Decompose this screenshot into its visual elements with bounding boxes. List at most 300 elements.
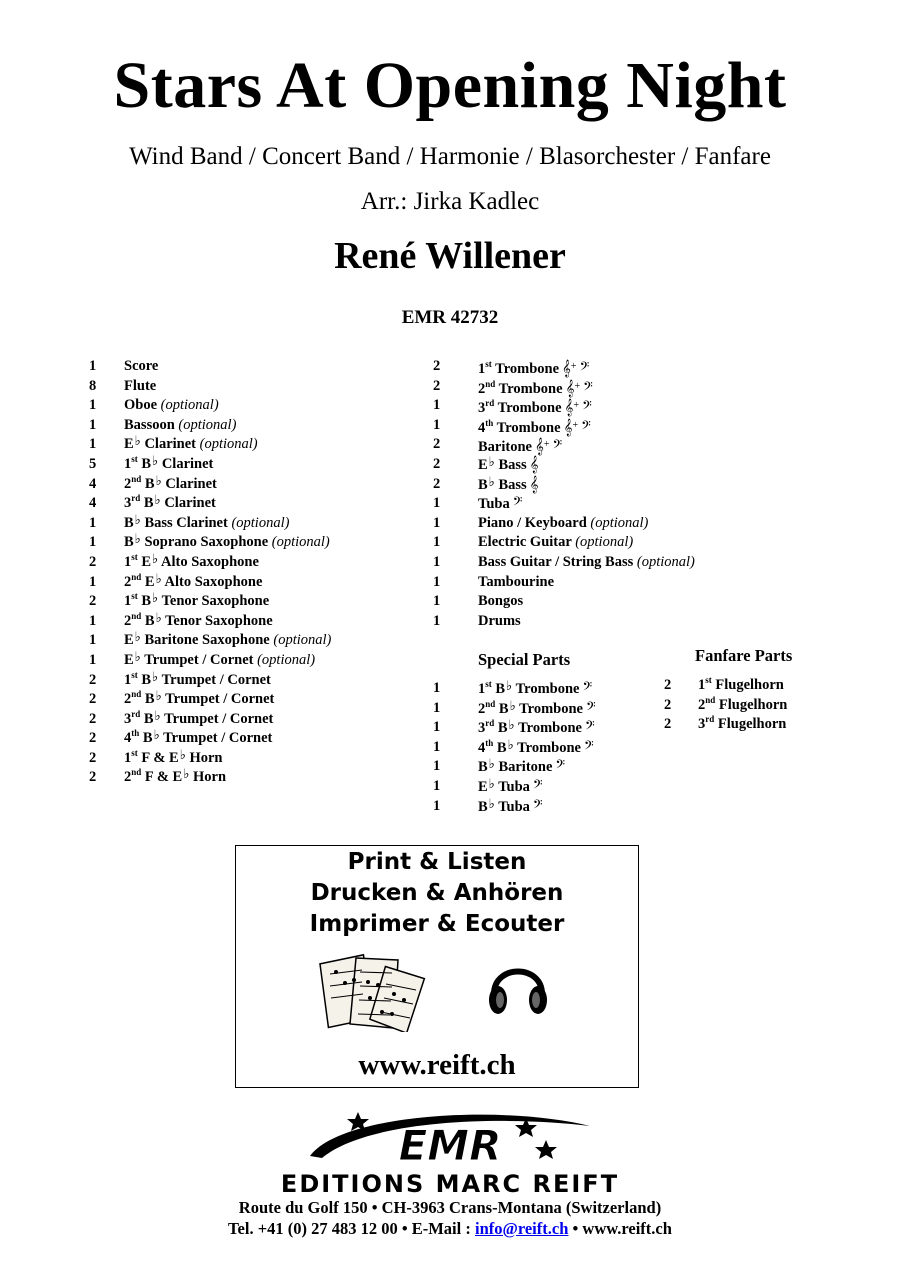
part-row bbox=[89, 452, 419, 475]
part-label: Tenor Saxophone bbox=[161, 593, 270, 610]
part-label: Flute bbox=[124, 377, 157, 394]
flat-icon: ♭ bbox=[183, 766, 190, 782]
part-name bbox=[124, 435, 258, 455]
contact-website: • www.reift.ch bbox=[568, 1219, 672, 1238]
flat-icon: ♭ bbox=[488, 453, 495, 469]
ordinal-suffix: rd bbox=[131, 708, 141, 719]
part-label: Bass Clarinet bbox=[144, 514, 228, 531]
part-quantity: 1 bbox=[433, 397, 441, 414]
part-quantity: 8 bbox=[89, 377, 97, 394]
ordinal-suffix: th bbox=[485, 737, 494, 748]
promo-line-german: Drucken & Anhören bbox=[310, 880, 564, 906]
arranger-credit: Arr.: Jirka Kadlec bbox=[360, 188, 540, 215]
part-quantity: 1 bbox=[433, 416, 441, 433]
part-name: 3rd B♭ Trumpet / Cornet bbox=[124, 707, 274, 727]
part-label: Flugelhorn bbox=[717, 716, 787, 733]
part-name: 2nd Trombone 𝄞+ 𝄢 bbox=[478, 378, 593, 397]
part-quantity: 1 bbox=[433, 699, 441, 716]
contact-email-link[interactable]: info@reift.ch bbox=[474, 1219, 569, 1238]
bass-clef-icon: 𝄢 bbox=[586, 698, 596, 717]
flat-icon: ♭ bbox=[152, 590, 159, 606]
flat-icon: ♭ bbox=[134, 511, 141, 527]
part-row bbox=[89, 668, 419, 691]
part-row bbox=[433, 553, 733, 573]
treble-clef-icon: 𝄞 bbox=[534, 437, 544, 456]
flat-icon: ♭ bbox=[179, 746, 186, 762]
treble-clef-icon: 𝄞 bbox=[564, 398, 574, 417]
part-name: 1st B♭ Trombone 𝄢 bbox=[478, 678, 593, 697]
part-label: Trumpet / Cornet bbox=[165, 691, 275, 708]
part-name bbox=[124, 396, 219, 416]
part-row bbox=[433, 357, 733, 377]
part-row bbox=[89, 570, 419, 593]
ordinal-suffix: th bbox=[131, 728, 140, 739]
part-name: 1st B♭ Clarinet bbox=[124, 452, 214, 472]
ordinal-suffix: nd bbox=[131, 610, 142, 621]
flat-icon: ♭ bbox=[509, 697, 516, 713]
part-row bbox=[89, 533, 419, 553]
part-quantity: 1 bbox=[89, 632, 97, 649]
part-label: Clarinet bbox=[161, 455, 214, 472]
ordinal-suffix: nd bbox=[485, 698, 496, 709]
ordinal-suffix: rd bbox=[705, 714, 715, 725]
part-quantity: 2 bbox=[664, 716, 672, 733]
contact-phone: Tel. +41 (0) 27 483 12 00 • E-Mail : bbox=[228, 1219, 475, 1238]
part-row bbox=[89, 377, 419, 397]
ordinal-suffix: st bbox=[131, 747, 138, 758]
part-row bbox=[664, 715, 864, 735]
optional-note: (optional) bbox=[257, 651, 316, 668]
part-row bbox=[433, 612, 733, 632]
part-label: Trombone bbox=[497, 400, 562, 417]
part-quantity: 2 bbox=[433, 358, 441, 374]
part-row bbox=[89, 768, 419, 788]
part-name bbox=[478, 494, 522, 515]
part-name: 4th B♭ Trumpet / Cornet bbox=[124, 727, 273, 747]
flat-icon: ♭ bbox=[134, 531, 141, 547]
part-label: Baritone Saxophone bbox=[144, 632, 270, 649]
optional-note: (optional) bbox=[160, 397, 219, 414]
bass-clef-icon: 𝄢 bbox=[532, 776, 543, 795]
ordinal-suffix: nd bbox=[485, 378, 496, 389]
part-row bbox=[89, 746, 419, 769]
treble-clef-icon: 𝄞 bbox=[565, 378, 575, 397]
flat-icon: ♭ bbox=[152, 668, 159, 684]
part-quantity: 2 bbox=[433, 475, 441, 492]
part-label: Baritone bbox=[478, 439, 532, 456]
part-name bbox=[124, 631, 331, 651]
part-label: Bass bbox=[498, 476, 527, 493]
bass-clef-icon: 𝄢 bbox=[582, 398, 592, 417]
part-name bbox=[478, 797, 543, 818]
special-parts-list bbox=[433, 679, 633, 816]
part-label: Tuba bbox=[478, 496, 510, 513]
part-row bbox=[433, 573, 733, 593]
part-quantity: 1 bbox=[89, 514, 97, 531]
key-letter: B bbox=[497, 720, 508, 737]
fanfare-parts-list bbox=[664, 676, 864, 735]
ordinal-suffix: nd bbox=[131, 689, 142, 700]
part-row bbox=[433, 592, 733, 612]
part-label: Bassoon bbox=[124, 416, 175, 433]
part-label: Clarinet bbox=[165, 475, 217, 492]
part-row bbox=[89, 631, 419, 651]
part-name: 3rd B♭ Clarinet bbox=[124, 492, 216, 512]
part-row bbox=[89, 550, 419, 573]
key-letter: B bbox=[495, 681, 506, 697]
part-quantity: 2 bbox=[664, 696, 672, 713]
bass-clef-icon: 𝄢 bbox=[512, 494, 523, 513]
bass-clef-icon: 𝄢 bbox=[555, 757, 566, 776]
part-label: F & E bbox=[141, 749, 179, 766]
part-row bbox=[433, 718, 633, 738]
part-label: Bass bbox=[498, 456, 527, 473]
part-quantity: 1 bbox=[433, 738, 441, 755]
flat-icon: ♭ bbox=[153, 727, 160, 743]
part-row bbox=[89, 707, 419, 730]
part-quantity: 2 bbox=[89, 593, 97, 610]
part-label: Trombone bbox=[519, 700, 583, 717]
part-label: F & E bbox=[144, 769, 183, 786]
part-quantity: 1 bbox=[433, 680, 441, 696]
part-quantity: 1 bbox=[433, 553, 441, 570]
part-quantity: 2 bbox=[89, 691, 97, 708]
parts-list-left bbox=[89, 357, 419, 788]
part-row bbox=[433, 435, 733, 455]
key-letter: E bbox=[144, 573, 155, 590]
catalog-number: EMR 42732 bbox=[401, 307, 499, 328]
part-row bbox=[433, 494, 733, 514]
promo-website[interactable]: www.reift.ch bbox=[358, 1049, 516, 1081]
part-label: Tuba bbox=[498, 798, 530, 815]
key-letter: E bbox=[124, 632, 134, 649]
ordinal-suffix: st bbox=[131, 591, 138, 602]
treble-clef-icon: 𝄞 bbox=[562, 359, 571, 377]
part-label: Flugelhorn bbox=[718, 696, 788, 713]
part-row bbox=[433, 679, 633, 699]
part-row bbox=[433, 797, 633, 817]
part-quantity: 1 bbox=[433, 758, 441, 775]
part-row bbox=[89, 690, 419, 710]
treble-clef-icon: 𝄞 bbox=[563, 417, 573, 436]
part-label: Baritone bbox=[498, 759, 553, 776]
part-label: Tenor Saxophone bbox=[165, 612, 273, 629]
ordinal-suffix: rd bbox=[485, 398, 495, 409]
flat-icon: ♭ bbox=[155, 688, 162, 704]
print-listen-box bbox=[235, 845, 639, 1088]
part-quantity: 1 bbox=[433, 612, 441, 629]
part-row bbox=[433, 777, 633, 797]
special-parts-heading: Special Parts bbox=[478, 650, 571, 669]
key-letter: B bbox=[124, 534, 134, 551]
key-letter: B bbox=[141, 455, 152, 472]
part-name: 4th Trombone 𝄞+ 𝄢 bbox=[478, 417, 591, 436]
part-label: Piano / Keyboard bbox=[478, 514, 587, 531]
bass-clef-icon: 𝄢 bbox=[584, 718, 595, 737]
emr-logo bbox=[300, 1106, 600, 1172]
key-letter: B bbox=[478, 798, 488, 815]
part-label-suffix: Horn bbox=[189, 749, 223, 766]
part-row bbox=[433, 514, 733, 534]
emr-logo-text: EMR bbox=[398, 1121, 502, 1170]
part-name: 3rd B♭ Trombone 𝄢 bbox=[478, 717, 595, 737]
part-label-suffix: Horn bbox=[192, 769, 227, 786]
key-letter: B bbox=[144, 475, 155, 492]
ordinal-suffix: st bbox=[485, 359, 492, 369]
key-letter: B bbox=[498, 700, 509, 717]
part-name: 2nd B♭ Trumpet / Cornet bbox=[124, 688, 275, 708]
part-label: Oboe bbox=[124, 397, 158, 414]
part-name: 2nd Flugelhorn bbox=[698, 694, 788, 713]
key-letter: B bbox=[144, 612, 155, 629]
key-letter: E bbox=[478, 456, 488, 473]
ordinal-suffix: rd bbox=[485, 718, 495, 729]
part-label: Trombone bbox=[515, 681, 580, 697]
part-quantity: 5 bbox=[89, 455, 97, 472]
part-name: 1st B♭ Tenor Saxophone bbox=[124, 590, 270, 610]
ordinal-suffix: st bbox=[485, 679, 492, 689]
part-name: 1st E♭ Alto Saxophone bbox=[124, 550, 259, 570]
flat-icon: ♭ bbox=[488, 775, 495, 791]
part-row bbox=[89, 357, 419, 377]
part-label: Trombone bbox=[496, 419, 561, 436]
ordinal-suffix: nd bbox=[131, 473, 142, 484]
part-name: 4th B♭ Trombone 𝄢 bbox=[478, 736, 594, 756]
flat-icon: ♭ bbox=[155, 570, 162, 586]
key-letter: E bbox=[141, 553, 152, 570]
key-letter: B bbox=[496, 739, 507, 756]
flat-icon: ♭ bbox=[154, 707, 161, 723]
ordinal-suffix: th bbox=[485, 417, 494, 428]
part-name: 3rd Trombone 𝄞+ 𝄢 bbox=[478, 398, 592, 417]
part-quantity: 4 bbox=[89, 495, 97, 512]
part-label: Trombone bbox=[498, 380, 563, 397]
part-label: Soprano Saxophone bbox=[144, 534, 269, 551]
publisher-contact bbox=[0, 1219, 900, 1239]
page-title: Stars At Opening Night bbox=[113, 49, 787, 122]
part-row bbox=[89, 494, 419, 514]
flat-icon: ♭ bbox=[134, 629, 141, 645]
flat-icon: ♭ bbox=[488, 795, 495, 811]
promo-line-french: Imprimer & Ecouter bbox=[309, 911, 565, 937]
part-row bbox=[433, 416, 733, 436]
key-letter: B bbox=[143, 710, 154, 727]
part-quantity: 1 bbox=[89, 651, 97, 668]
part-quantity: 2 bbox=[89, 671, 97, 688]
flat-icon: ♭ bbox=[152, 452, 159, 468]
part-name bbox=[124, 357, 158, 377]
part-name bbox=[478, 475, 539, 496]
key-letter: B bbox=[124, 514, 134, 531]
flat-icon: ♭ bbox=[154, 492, 161, 508]
key-letter: B bbox=[143, 495, 154, 512]
part-label: Trumpet / Cornet bbox=[144, 651, 254, 668]
part-row bbox=[433, 396, 733, 416]
part-label: Trumpet / Cornet bbox=[164, 710, 274, 727]
headphones-icon bbox=[486, 954, 550, 1020]
flat-icon: ♭ bbox=[507, 736, 514, 752]
part-label: Bass Guitar / String Bass bbox=[478, 553, 634, 570]
ordinal-suffix: st bbox=[131, 551, 138, 562]
optional-note: (optional) bbox=[271, 534, 330, 551]
key-letter: B bbox=[478, 476, 488, 493]
ordinal-suffix: st bbox=[131, 453, 138, 464]
part-quantity: 1 bbox=[89, 358, 97, 374]
part-quantity: 1 bbox=[89, 612, 97, 629]
part-quantity: 2 bbox=[433, 455, 441, 472]
optional-note: (optional) bbox=[178, 416, 237, 433]
key-letter: B bbox=[141, 671, 152, 688]
publisher-address: Route du Golf 150 • CH-3963 Crans-Montana (Switzerland) bbox=[238, 1198, 662, 1217]
part-label: Clarinet bbox=[144, 436, 196, 453]
flat-icon: ♭ bbox=[488, 473, 495, 489]
part-label: Score bbox=[124, 358, 159, 374]
composer-name: René Willener bbox=[334, 235, 566, 277]
key-letter: E bbox=[124, 436, 134, 453]
plus-sign: + bbox=[570, 361, 577, 372]
part-name: 2nd B♭ Trombone 𝄢 bbox=[478, 697, 596, 717]
part-name bbox=[478, 592, 523, 612]
optional-note: (optional) bbox=[199, 436, 258, 453]
publisher-name: EDITIONS MARC REIFT bbox=[280, 1170, 620, 1198]
part-label: Drums bbox=[478, 612, 521, 629]
flat-icon: ♭ bbox=[488, 756, 495, 772]
part-name: 3rd Flugelhorn bbox=[698, 714, 787, 733]
key-letter: E bbox=[124, 651, 134, 668]
part-name: 2nd B♭ Clarinet bbox=[124, 472, 217, 492]
key-letter: B bbox=[478, 759, 488, 776]
part-quantity: 2 bbox=[89, 730, 97, 747]
flat-icon: ♭ bbox=[134, 648, 141, 664]
optional-note: (optional) bbox=[636, 553, 695, 570]
ordinal-suffix: rd bbox=[131, 493, 141, 504]
part-quantity: 1 bbox=[433, 593, 441, 610]
part-quantity: 2 bbox=[89, 710, 97, 727]
part-quantity: 1 bbox=[433, 514, 441, 531]
ordinal-suffix: st bbox=[705, 675, 712, 685]
flat-icon: ♭ bbox=[508, 717, 515, 733]
part-row bbox=[433, 455, 733, 475]
part-label: Bongos bbox=[478, 593, 524, 610]
plus-sign: + bbox=[574, 380, 581, 392]
part-name bbox=[124, 511, 290, 534]
key-letter: B bbox=[141, 593, 152, 610]
part-quantity: 1 bbox=[89, 534, 97, 551]
ordinal-suffix: nd bbox=[131, 767, 142, 778]
part-name: 1st B♭ Trumpet / Cornet bbox=[124, 668, 271, 688]
part-label: Tambourine bbox=[478, 573, 555, 590]
part-row bbox=[89, 435, 419, 455]
promo-line-english: Print & Listen bbox=[347, 849, 527, 875]
part-quantity: 4 bbox=[89, 475, 97, 492]
ordinal-suffix: st bbox=[131, 669, 138, 680]
bass-clef-icon: 𝄢 bbox=[583, 378, 593, 397]
treble-clef-icon: 𝄞 bbox=[529, 474, 539, 493]
flat-icon: ♭ bbox=[134, 433, 141, 449]
ordinal-suffix: nd bbox=[131, 571, 142, 582]
part-quantity: 2 bbox=[433, 436, 441, 453]
optional-note: (optional) bbox=[575, 534, 634, 551]
part-label: Electric Guitar bbox=[478, 534, 572, 551]
part-quantity: 1 bbox=[433, 719, 441, 736]
part-quantity: 2 bbox=[664, 677, 672, 693]
part-quantity: 1 bbox=[89, 416, 97, 433]
parts-list-right bbox=[433, 357, 733, 631]
part-quantity: 1 bbox=[89, 397, 97, 414]
part-name bbox=[124, 648, 316, 671]
part-row bbox=[89, 592, 419, 612]
part-quantity: 1 bbox=[433, 777, 441, 794]
part-label: Alto Saxophone bbox=[164, 573, 263, 590]
optional-note: (optional) bbox=[590, 514, 649, 531]
part-label: Trumpet / Cornet bbox=[161, 671, 271, 688]
part-quantity: 2 bbox=[89, 749, 97, 766]
key-letter: E bbox=[478, 778, 488, 795]
optional-note: (optional) bbox=[273, 632, 332, 649]
part-row bbox=[664, 676, 864, 696]
part-row bbox=[433, 699, 633, 719]
part-name: 2nd F & E♭ Horn bbox=[124, 766, 227, 786]
part-name: 2nd B♭ Tenor Saxophone bbox=[124, 609, 273, 629]
bass-clef-icon: 𝄢 bbox=[552, 437, 563, 456]
part-quantity: 1 bbox=[433, 495, 441, 512]
part-row bbox=[433, 377, 733, 397]
part-name bbox=[478, 533, 633, 553]
part-name bbox=[478, 573, 554, 593]
part-name bbox=[124, 377, 156, 397]
part-name: 1st Flugelhorn bbox=[698, 675, 784, 693]
part-quantity: 2 bbox=[89, 769, 97, 786]
part-label: Alto Saxophone bbox=[161, 553, 259, 570]
part-row bbox=[89, 396, 419, 416]
part-label: Trombone bbox=[518, 720, 582, 737]
part-row bbox=[433, 757, 633, 777]
bass-clef-icon: 𝄢 bbox=[532, 796, 543, 815]
part-label: Tuba bbox=[498, 778, 530, 795]
part-name bbox=[478, 612, 521, 632]
bass-clef-icon: 𝄢 bbox=[584, 737, 594, 756]
part-row bbox=[89, 729, 419, 749]
part-label: Flugelhorn bbox=[715, 677, 784, 693]
plus-sign: + bbox=[572, 419, 579, 431]
part-name: 1st F & E♭ Horn bbox=[124, 746, 223, 766]
part-row bbox=[433, 738, 633, 758]
part-label: Trumpet / Cornet bbox=[163, 730, 273, 747]
part-quantity: 1 bbox=[433, 534, 441, 551]
flat-icon: ♭ bbox=[155, 472, 162, 488]
key-letter: B bbox=[142, 730, 153, 747]
ensemble-subtitle: Wind Band / Concert Band / Harmonie / Blasorchester / Fanfare bbox=[129, 143, 771, 170]
part-row bbox=[433, 475, 733, 495]
bass-clef-icon: 𝄢 bbox=[579, 359, 590, 377]
fanfare-parts-heading: Fanfare Parts bbox=[695, 646, 793, 665]
part-quantity: 1 bbox=[89, 436, 97, 453]
part-row bbox=[433, 533, 733, 553]
part-quantity: 2 bbox=[433, 377, 441, 394]
bass-clef-icon: 𝄢 bbox=[581, 417, 591, 436]
flat-icon: ♭ bbox=[152, 550, 159, 566]
key-letter: B bbox=[144, 691, 155, 708]
part-name: 1st Trombone 𝄞+ 𝄢 bbox=[478, 359, 590, 377]
part-quantity: 1 bbox=[433, 797, 441, 814]
part-row bbox=[89, 472, 419, 495]
part-name bbox=[478, 455, 539, 476]
plus-sign: + bbox=[573, 400, 580, 412]
part-label: Trombone bbox=[517, 739, 581, 756]
optional-note: (optional) bbox=[231, 514, 290, 531]
part-name bbox=[478, 514, 648, 534]
sheet-music-icon bbox=[318, 952, 428, 1032]
